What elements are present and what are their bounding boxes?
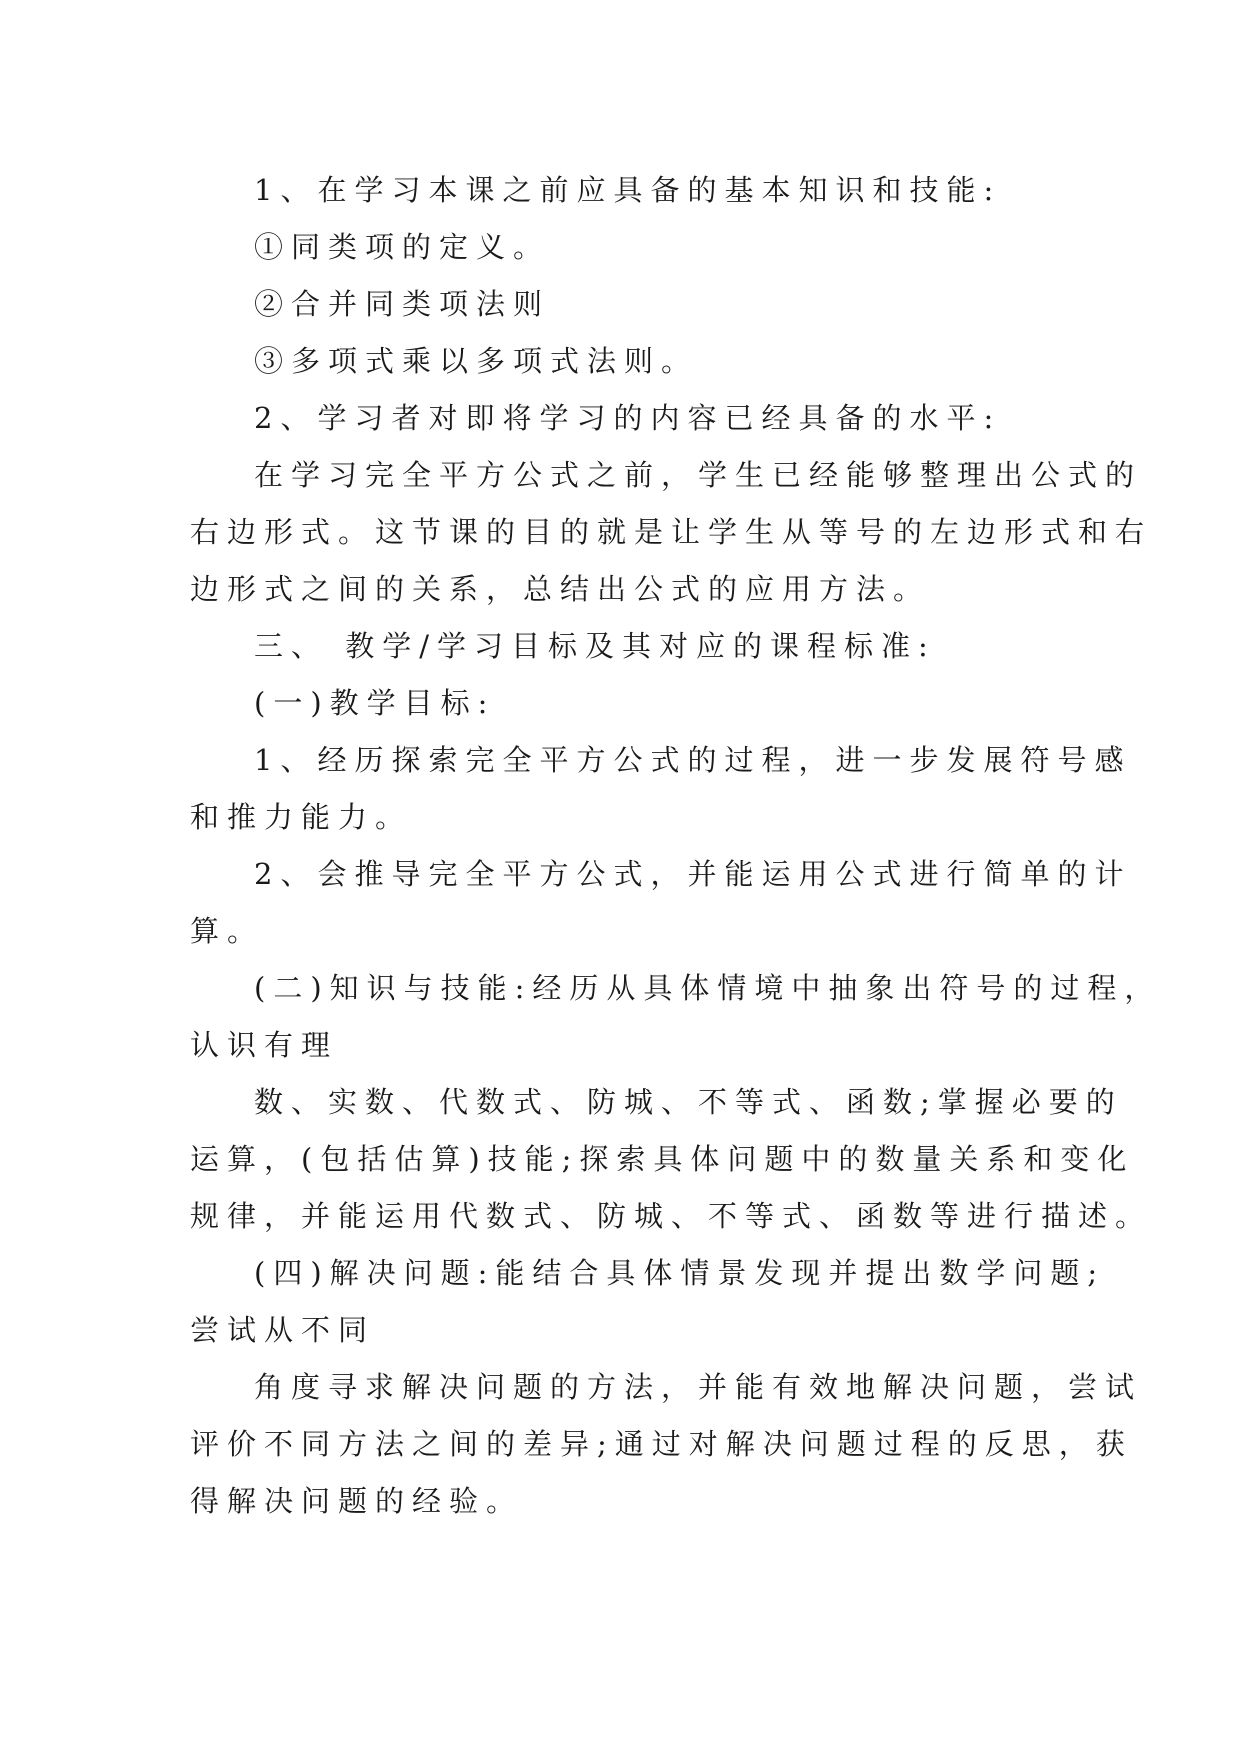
paragraph-line-17: 数、实数、代数式、防城、不等式、函数;掌握必要的: [254, 1085, 1123, 1119]
paragraph-line-5: 2、学习者对即将学习的内容已经具备的水平:: [254, 401, 1002, 435]
paragraph-line-7: 右边形式。这节课的目的就是让学生从等号的左边形式和右: [190, 515, 1153, 549]
paragraph-line-13: 2、会推导完全平方公式，并能运用公式进行简单的计: [254, 857, 1132, 891]
paragraph-line-2: ①同类项的定义。: [254, 230, 551, 264]
paragraph-line-23: 评价不同方法之间的差异;通过对解决问题过程的反思，获: [190, 1427, 1133, 1461]
paragraph-line-22: 角度寻求解决问题的方法，并能有效地解决问题，尝试: [254, 1370, 1143, 1404]
subheading-1: (一)教学目标:: [254, 686, 496, 720]
paragraph-line-1: 1、在学习本课之前应具备的基本知识和技能:: [254, 173, 1002, 207]
paragraph-line-24: 得解决问题的经验。: [190, 1484, 524, 1518]
section-heading-3: 三、 教学/学习目标及其对应的课程标准:: [254, 629, 936, 663]
paragraph-line-14: 算。: [190, 914, 265, 948]
paragraph-line-16: 认识有理: [190, 1028, 339, 1062]
paragraph-line-8: 边形式之间的关系，总结出公式的应用方法。: [190, 572, 931, 606]
paragraph-line-18: 运算，(包括估算)技能;探索具体问题中的数量关系和变化: [190, 1142, 1135, 1176]
paragraph-line-19: 规律，并能运用代数式、防城、不等式、函数等进行描述。: [190, 1199, 1153, 1233]
paragraph-line-12: 和推力能力。: [190, 800, 413, 834]
paragraph-line-4: ③多项式乘以多项式法则。: [254, 344, 699, 378]
paragraph-line-20: (四)解决问题:能结合具体情景发现并提出数学问题;: [254, 1256, 1106, 1290]
paragraph-line-6: 在学习完全平方公式之前，学生已经能够整理出公式的: [254, 458, 1143, 492]
paragraph-line-3: ②合并同类项法则: [254, 287, 551, 321]
paragraph-line-11: 1、经历探索完全平方公式的过程，进一步发展符号感: [254, 743, 1132, 777]
paragraph-line-21: 尝试从不同: [190, 1313, 376, 1347]
paragraph-line-15: (二)知识与技能:经历从具体情境中抽象出符号的过程，: [254, 971, 1162, 1005]
